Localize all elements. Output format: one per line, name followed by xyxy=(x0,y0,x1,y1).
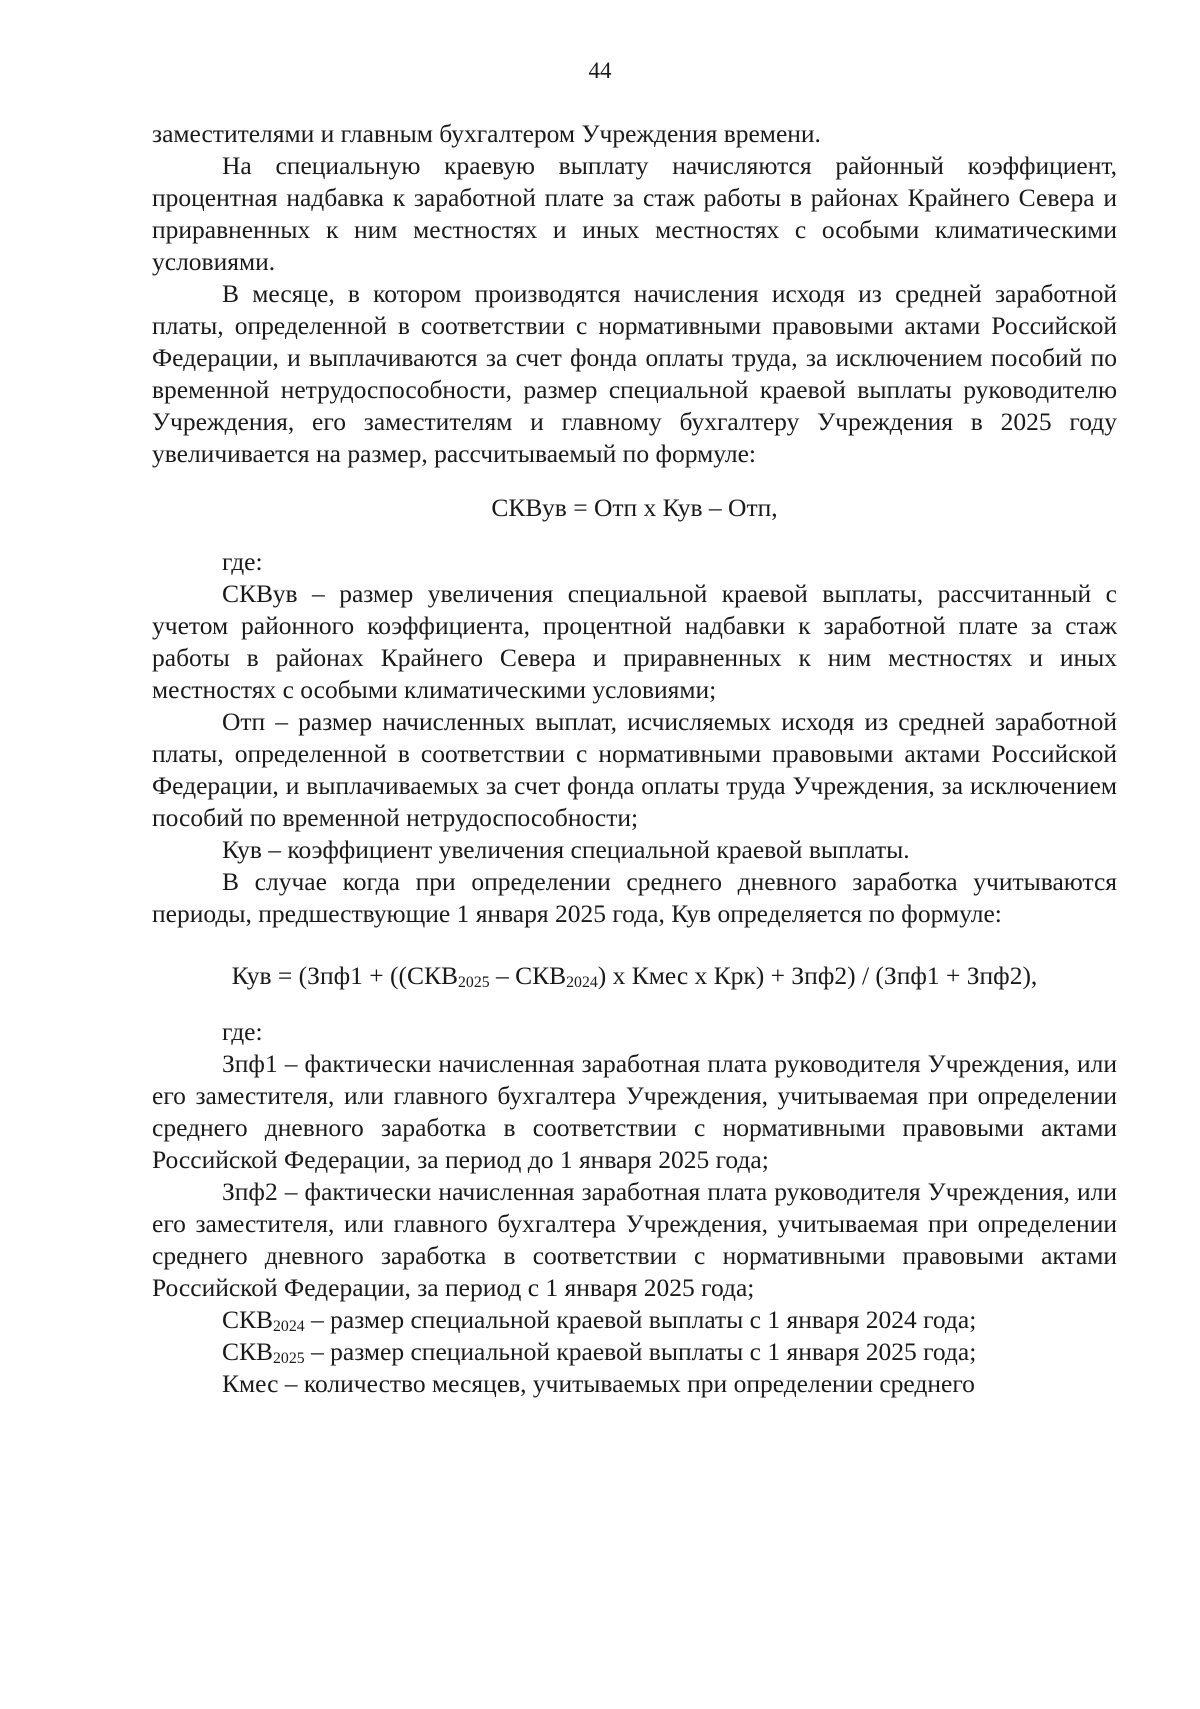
definition-otp: Отп – размер начисленных выплат, исчисляемых исходя из средней заработной платы, определенной в соответствии с нормативными правовыми актами Российской Федерации, и выплачиваемых за счет фонда оплаты труда Учреждения, за исключением пособий по временной нетрудоспособности; xyxy=(152,707,1117,832)
formula-skvuv: СКВув = Отп х Кув – Отп, xyxy=(491,493,778,522)
paragraph-continuation: заместителями и главным бухгалтером Учреждения времени. xyxy=(152,119,821,148)
skv2025-rest: – размер специальной краевой выплаты с 1 января 2025 года; xyxy=(304,1337,977,1366)
paragraph-regional-coefficient: На специальную краевую выплату начисляются районный коэффициент, процентная надбавка к заработной плате за стаж работы в районах Крайнего Севера и приравненных к ним местностях и иных местностях с особыми климатическими условиями. xyxy=(152,151,1117,276)
formula-kuv-part3: ) х Кмес х Крк) + Зпф2) / (Зпф1 + Зпф2), xyxy=(597,961,1038,990)
definition-kmes: Кмес – количество месяцев, учитываемых при определении среднего xyxy=(222,1369,975,1398)
formula-kuv-sub-2024: 2024 xyxy=(566,974,598,992)
document-body xyxy=(152,118,1117,1400)
skv2025-sub: 2025 xyxy=(273,1350,305,1368)
definition-skvuv: СКВув – размер увеличения специальной краевой выплаты, рассчитанный с учетом районного коэффициента, процентной надбавки к заработной плате за стаж работы в районах Крайнего Севера и приравненных к ним местностях и иных местностях с особыми климатическими условиями; xyxy=(152,579,1117,704)
formula-kuv-sub-2025: 2025 xyxy=(458,974,490,992)
paragraph-periods-before-2025: В случае когда при определении среднего дневного заработка учитываются периоды, предшествующие 1 января 2025 года, Кув определяется по формуле: xyxy=(152,867,1117,928)
skv2024-sub: 2024 xyxy=(273,1318,305,1336)
definition-zpf2: Зпф2 – фактически начисленная заработная плата руководителя Учреждения, или его заместителя, или главного бухгалтера Учреждения, учитываемая при определении среднего дневного заработка в соответствии с нормативными правовыми актами Российской Федерации, за период с 1 января 2025 года; xyxy=(152,1177,1117,1302)
definition-skv2024 xyxy=(152,1304,1117,1336)
formula-kuv-part1: Кув = (Зпф1 + ((СКВ xyxy=(231,961,459,990)
where-label: где: xyxy=(222,1017,263,1046)
skv2025-base: СКВ xyxy=(222,1337,274,1366)
paragraph-increase-rule: В месяце, в котором производятся начисления исходя из средней заработной платы, определенной в соответствии с нормативными правовыми актами Российской Федерации, и выплачиваются за счет фонда оплаты труда, за исключением пособий по временной нетрудоспособности, размер специальной краевой выплаты руководителю Учреждения, его заместителям и главному бухгалтеру Учреждения в 2025 году увеличивается на размер, рассчитываемый по формуле: xyxy=(152,279,1117,468)
definition-zpf1: Зпф1 – фактически начисленная заработная плата руководителя Учреждения, или его заместителя, или главного бухгалтера Учреждения, учитываемая при определении среднего дневного заработка в соответствии с нормативными правовыми актами Российской Федерации, за период до 1 января 2025 года; xyxy=(152,1049,1117,1174)
definition-skv2025 xyxy=(152,1336,1117,1368)
where-label: где: xyxy=(222,547,263,576)
formula-kuv xyxy=(152,960,1117,992)
definition-kuv: Кув – коэффициент увеличения специальной краевой выплаты. xyxy=(222,835,910,864)
page-number: 44 xyxy=(588,58,612,83)
skv2024-base: СКВ xyxy=(222,1305,274,1334)
skv2024-rest: – размер специальной краевой выплаты с 1 января 2024 года; xyxy=(304,1305,977,1334)
formula-kuv-part2: – СКВ xyxy=(489,961,567,990)
